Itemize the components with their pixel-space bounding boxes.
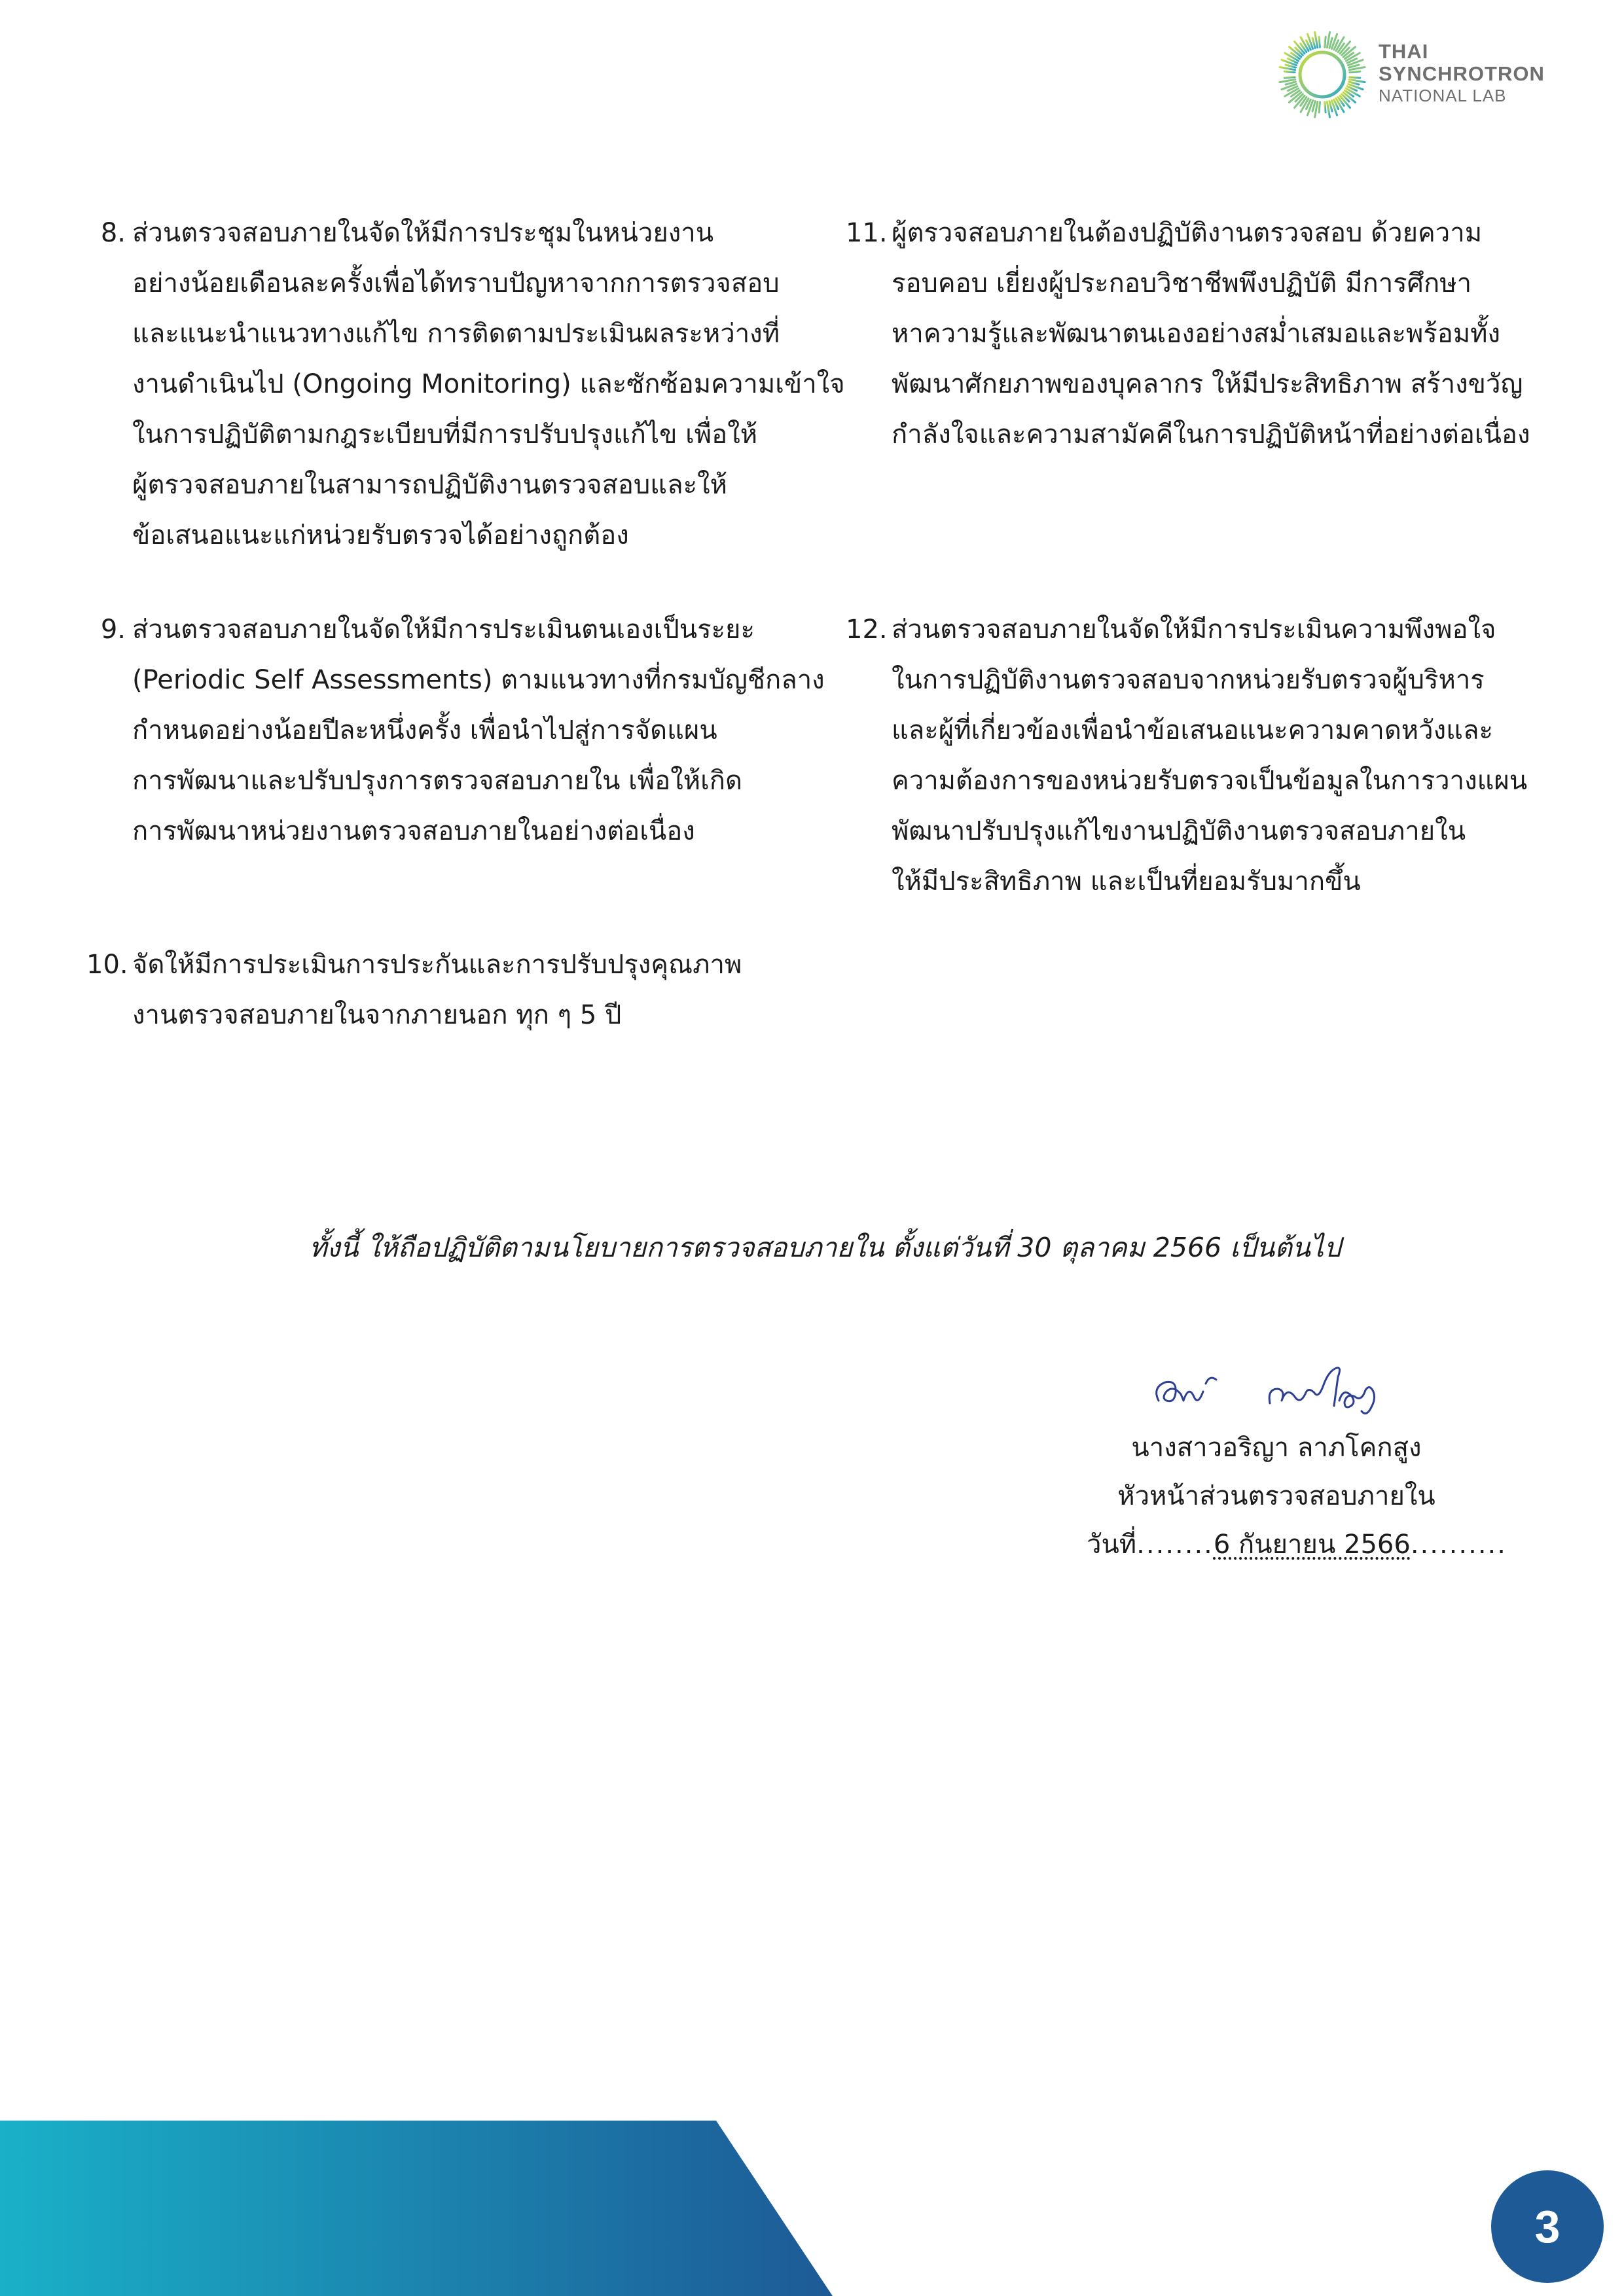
item-line: ส่วนตรวจสอบภายในจัดให้มีการประเมินตนเองเป็นระยะ	[132, 615, 755, 645]
logo-ray	[1319, 102, 1320, 113]
item-line: (Periodic Self Assessments) ตามแนวทางที่กรมบัญชีกลาง	[132, 665, 825, 695]
item-line: การพัฒนาหน่วยงานตรวจสอบภายในอย่างต่อเนื่อง	[132, 816, 695, 846]
item-number: 9.	[100, 615, 126, 645]
handwritten-signature	[1146, 1355, 1420, 1427]
thai-synchrotron-logo	[1276, 29, 1558, 120]
item-line: งานตรวจสอบภายในจากภายนอก ทุก ๆ 5 ปี	[132, 1000, 622, 1030]
logo-ray	[1325, 102, 1326, 113]
item-line: ผู้ตรวจสอบภายในสามารถปฏิบัติงานตรวจสอบและให้	[132, 470, 727, 500]
item-line: ผู้ตรวจสอบภายในต้องปฏิบัติงานตรวจสอบ ด้วยความ	[892, 218, 1483, 248]
signatory-position: หัวหน้าส่วนตรวจสอบภายใน	[1117, 1481, 1435, 1511]
item-line: ข้อเสนอแนะแก่หน่วยรับตรวจได้อย่างถูกต้อง	[132, 520, 629, 550]
item-line: งานดำเนินไป (Ongoing Monitoring) และซักซ้อมความเข้าใจ	[132, 369, 845, 399]
logo-ray	[1284, 71, 1295, 72]
item-line: ให้มีประสิทธิภาพ และเป็นที่ยอมรับมากขึ้น	[892, 867, 1361, 897]
date-leader-dots: ........	[1136, 1530, 1214, 1560]
item-line: ส่วนตรวจสอบภายในจัดให้มีการประเมินความพึงพอใจ	[892, 615, 1496, 645]
logo-line-national-lab: NATIONAL LAB	[1379, 86, 1507, 105]
page-number-badge: 3	[1491, 2170, 1604, 2283]
date-label: วันที่	[1087, 1530, 1137, 1560]
item-number: 11.	[846, 218, 888, 248]
item-text	[132, 605, 825, 857]
item-line: จัดให้มีการประเมินการประกันและการปรับปรุงคุณภาพ	[132, 950, 742, 980]
item-number: 8.	[100, 218, 126, 248]
item-line: กำลังใจและความสามัคคีในการปฏิบัติหน้าที่อย่างต่อเนื่อง	[892, 420, 1530, 450]
item-line: พัฒนาปรับปรุงแก้ไขงานปฏิบัติงานตรวจสอบภายใน	[892, 816, 1466, 846]
item-line: และแนะนำแนวทางแก้ไข การติดตามประเมินผลระหว่างที่	[132, 319, 780, 349]
item-text	[892, 605, 1526, 907]
item-line: ในการปฏิบัติตามกฎระเบียบที่มีการปรับปรุงแก้ไข เพื่อให้	[132, 420, 758, 450]
logo-ray	[1350, 77, 1360, 78]
item-line: กำหนดอย่างน้อยปีละหนึ่งครั้ง เพื่อนำไปสู่การจัดแผน	[132, 715, 717, 745]
item-line: ส่วนตรวจสอบภายในจัดให้มีการประชุมในหน่วยงาน	[132, 218, 714, 248]
logo-line-thai: THAI	[1379, 40, 1429, 63]
item-number: 12.	[846, 615, 888, 645]
item-text	[132, 208, 845, 561]
signature-date	[1087, 1525, 1558, 1564]
signatory-name: นางสาวอริญา ลาภโคกสูง	[1131, 1433, 1422, 1463]
item-line: ความต้องการของหน่วยรับตรวจเป็นข้อมูลในการวางแผน	[892, 766, 1528, 796]
logo-line-synchrotron: SYNCHROTRON	[1379, 62, 1545, 85]
footer-gradient-band	[0, 2121, 1624, 2296]
logo-ray	[1325, 37, 1326, 47]
item-line: รอบคอบ เยี่ยงผู้ประกอบวิชาชีพพึงปฏิบัติ มีการศึกษา	[892, 268, 1472, 298]
effective-date-text: ทั้งนี้ ให้ถือปฏิบัติตามนโยบายการตรวจสอบภายใน ตั้งแต่วันที่ 30 ตุลาคม 2566 เป็นต้นไป	[309, 1232, 1341, 1263]
item-line: ในการปฏิบัติงานตรวจสอบจากหน่วยรับตรวจผู้บริหาร	[892, 665, 1485, 695]
item-line: การพัฒนาและปรับปรุงการตรวจสอบภายใน เพื่อให้เกิด	[132, 766, 742, 796]
item-number: 10.	[86, 950, 128, 980]
item-line: พัฒนาศักยภาพของบุคลากร ให้มีประสิทธิภาพ สร้างขวัญ	[892, 369, 1523, 399]
logo-ray	[1284, 77, 1295, 78]
item-line: หาความรู้และพัฒนาตนเองอย่างสม่ำเสมอและพร้อมทั้ง	[892, 319, 1501, 349]
synchrotron-ring-logo-icon	[1276, 29, 1368, 120]
item-line: และผู้ที่เกี่ยวข้องเพื่อนำข้อเสนอแนะความคาดหวังและ	[892, 715, 1493, 745]
item-line: อย่างน้อยเดือนละครั้งเพื่อได้ทราบปัญหาจากการตรวจสอบ	[132, 268, 780, 298]
item-text	[892, 208, 1530, 460]
logo-ray	[1350, 71, 1360, 72]
logo-ray	[1319, 37, 1320, 47]
item-text	[132, 940, 767, 1041]
date-trailing-dots: ..........	[1410, 1530, 1507, 1560]
effective-date-statement	[0, 1228, 1624, 1267]
date-value: 6 กันยายน 2566	[1213, 1530, 1411, 1560]
